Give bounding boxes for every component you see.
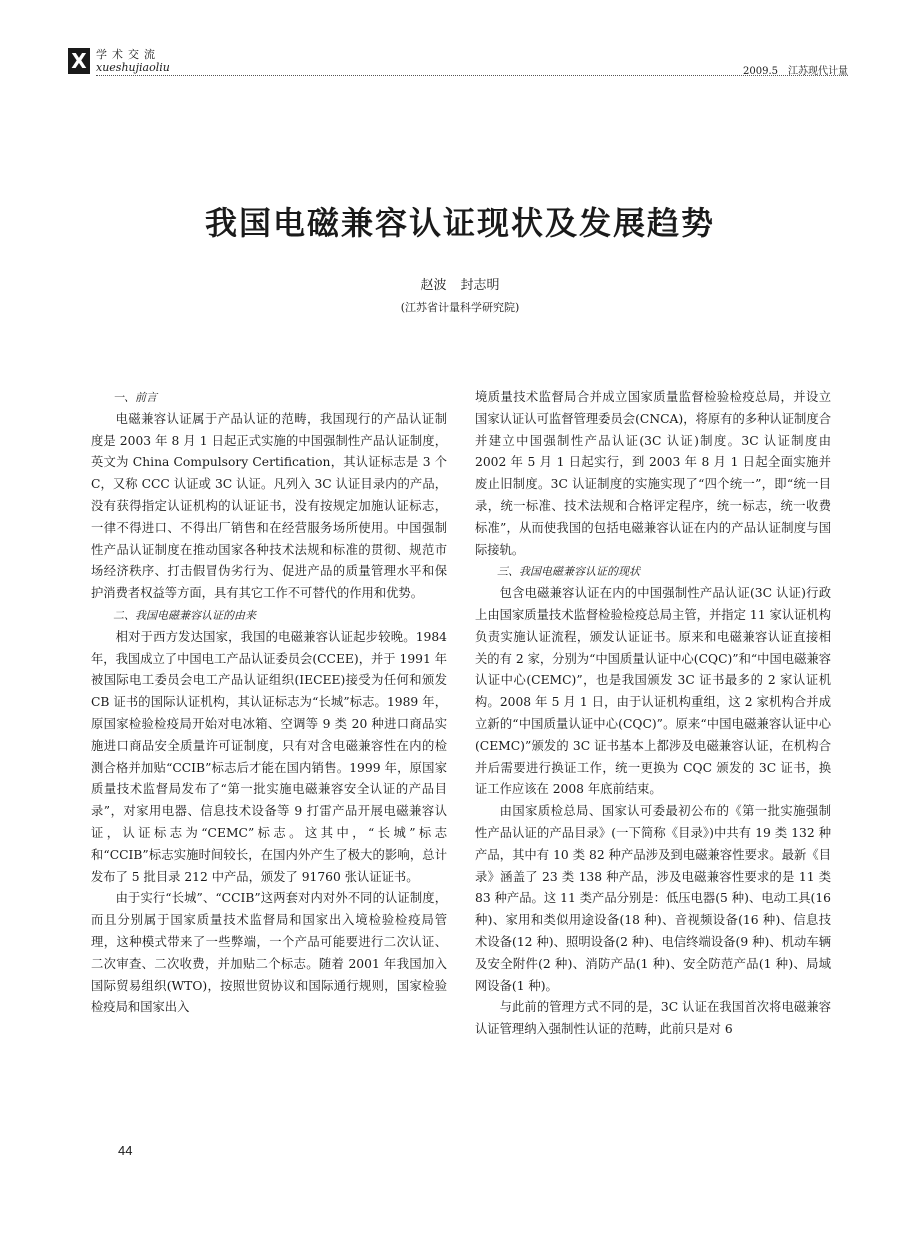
author-list	[0, 274, 920, 293]
paragraph: 由国家质检总局、国家认可委最初公布的《第一批实施强制性产品认证的产品目录》(一下简称《目录》)中共有 19 类 132 种产品，其中有 10 类 82 种产品涉及到电磁兼容性要求。最新《目录》涵盖了 23 类 138 种产品，涉及电磁兼容性要求的是 11 类 83 种产品。这 11 类产品分别是：低压电器(5 种)、电动工具(16 种)、家用和类似用途设备(18 种)、音视频设备(16 种)、信息技术设备(12 种)、照明设备(2 种)、电信终端设备(9 种)、机动车辆及安全附件(2 种)、消防产品(1 种)、安全防范产品(1 种)、局域网设备(1 种)。	[475, 804, 831, 993]
author-name: 封志明	[460, 278, 500, 293]
column-name-pinyin: xueshujiaoliu	[96, 61, 170, 74]
paragraph: 包含电磁兼容认证在内的中国强制性产品认证(3C 认证)行政上由国家质量技术监督检验检疫总局主管，并指定 11 家认证机构负责实施认证流程，颁发认证证书。原来和电磁兼容认证直接相关的有 2 家，分别为“中国质量认证中心(CQC)”和“中国电磁兼容认证中心(CEMC)”，也是我国颁发 3C 证书最多的 2 家认证机构。2008 年 5 月 1 日，由于认证机构重组，这 2 家机构合并成立新的“中国质量认证中心(CQC)”。原来“中国电磁兼容认证中心(CEMC)”颁发的 3C 证书基本上都涉及电磁兼容认证，在机构合并后需要进行换证工作，统一更换为 CQC 颁发的 3C 证书，换证工作应该在 2008 年底前结束。	[475, 586, 831, 797]
paragraph: 由于实行“长城”、“CCIB”这两套对内对外不同的认证制度，而且分别属于国家质量技术监督局和国家出入境检验检疫局管理，这种模式带来了一些弊端，一个产品可能要进行二次认证、二次审查、二次收费，并加贴二个标志。随着 2001 年我国加入国际贸易组织(WTO)，按照世贸协议和国际通行规则，国家检验检疫局和国家出入	[91, 891, 447, 1015]
section-heading: 一、前言	[113, 391, 157, 404]
paragraph-continued: 境质量技术监督局合并成立国家质量监督检验检疫总局，并设立国家认证认可监督管理委员会(CNCA)，将原有的多种认证制度合并建立中国强制性产品认证(3C 认证)制度。3C 认证制度由 2002 年 5 月 1 日起实行，到 2003 年 8 月 1 日起全面实施并废止旧制度。3C 认证制度的实施实现了“四个统一”，即“统一目录，统一标准、技术法规和合格评定程序，统一标志，统一收费标准”，从而使我国的包括电磁兼容认证在内的产品认证制度与国际接轨。	[475, 390, 831, 557]
header-rule	[96, 75, 848, 76]
column-name-cn: 学术交流	[96, 48, 160, 61]
page-number: 44	[118, 1143, 133, 1158]
author-affiliation: (江苏省计量科学研究院)	[400, 301, 520, 314]
column-logo-icon: X	[68, 48, 90, 74]
author-name: 赵波	[420, 278, 447, 293]
journal-name: 江苏现代计量	[788, 66, 848, 77]
issue-number: 2009.5	[743, 66, 778, 77]
paragraph: 与此前的管理方式不同的是，3C 认证在我国首次将电磁兼容认证管理纳入强制性认证的范畴，此前只是对 6	[475, 1000, 831, 1037]
paragraph: 电磁兼容认证属于产品认证的范畴，我国现行的产品认证制度是 2003 年 8 月 1 日起正式实施的中国强制性产品认证制度，英文为 China Compulsory Certification，其认证标志是 3 个 C，又称 CCC 认证或 3C 认证。凡列入 3C 认证目录内的产品，没有获得指定认证机构的认证证书，没有按规定加施认证标志，一律不得进口、不得出厂销售和在经营服务场所使用。中国强制性产品认证制度在推动国家各种技术法规和标准的贯彻、规范市场经济秩序、打击假冒伪劣行为、促进产品的质量管理水平和保护消费者权益等方面，具有其它工作不可替代的作用和优势。	[91, 411, 447, 601]
left-column	[91, 387, 447, 1019]
section-heading: 二、我国电磁兼容认证的由来	[113, 608, 256, 622]
running-header	[68, 44, 848, 78]
section-heading: 三、我国电磁兼容认证的现状	[497, 565, 640, 579]
right-column	[475, 387, 831, 1041]
article-title: 我国电磁兼容认证现状及发展趋势	[204, 204, 715, 242]
paragraph: 相对于西方发达国家，我国的电磁兼容认证起步较晚。1984 年，我国成立了中国电工产品认证委员会(CCEE)，并于 1991 年被国际电工委员会电工产品认证组织(IECEE)接受为任何和颁发 CB 证书的国际认证机构，其认证标志为“长城”标志。1989 年，原国家检验检疫局开始对电冰箱、空调等 9 类 20 种进口商品实施进口商品安全质量许可证制度，只有对含电磁兼容性在内的检测合格并加贴“CCIB”标志后才能在国内销售。1999 年，原国家质量技术监督局发布了“第一批实施电磁兼容安全认证的产品目录”，对家用电器、信息技术设备等 9 打雷产品开展电磁兼容认证，认证标志为“CEMC”标志。这其中，“长城”标志和“CCIB”标志实施时间较长，在国内外产生了极大的影响，总计发布了 5 批目录 212 中产品，颁发了 91760 张认证证书。	[91, 629, 448, 884]
